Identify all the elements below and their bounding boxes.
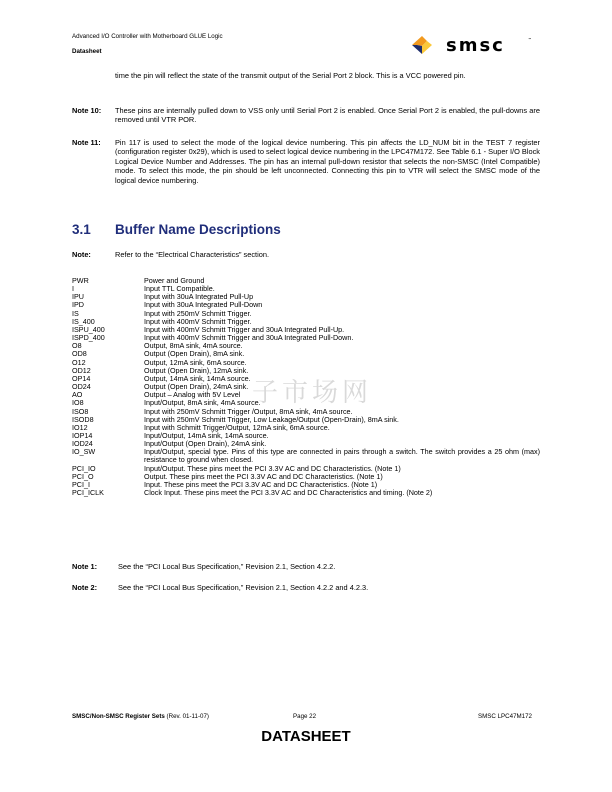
buffer-code: ISOD8 [72,414,94,424]
buffer-description: Input. These pins meet the PCI 3.3V AC and DC Characteristics. (Note 1) [144,479,378,489]
buffer-description: Input with 250mV Schmitt Trigger, Low Leakage/Output (Open-Drain), 8mA sink. [144,414,399,424]
footer-doc-name: SMSC/Non-SMSC Register Sets [72,713,165,720]
note-11 [72,138,540,185]
buffer-description: Output, 8mA sink, 4mA source. [144,341,243,351]
footnote-2 [72,583,540,592]
buffer-description: Output (Open Drain), 8mA sink. [144,349,245,359]
trademark-icon: ™ [528,37,532,42]
buffer-description: Input with 30uA Integrated Pull-Up [144,292,254,302]
buffer-code: IOP14 [72,430,93,440]
buffer-code: ISO8 [72,406,89,416]
footer-revision: (Rev. 01-11-07) [164,713,209,720]
buffer-description: Input/Output (Open Drain), 24mA sink. [144,439,267,449]
note-text: Pin 117 is used to select the mode of the logical device numbering. This pin affects the LD_NUM bit in the TEST 7 register (configuration register 0x29), which is used to select logical device numbering in the LPC47M172. See Table 6.1 - Super I/O Block Logical Device Number and Addresses. The pin has an internal pull-down resistor that selects the non-SMSC (Intel Compatible) mode. To select this mode, the pin should be left unconnected. Connecting this pin to VTR will select the SMSC mode of the logical device numbering. [115,138,540,185]
buffer-row [72,432,540,440]
section-note [72,250,540,259]
buffer-code: I [72,284,74,294]
buffer-description: Output. These pins meet the PCI 3.3V AC and DC Characteristics. (Note 1) [144,471,383,481]
footer-product: SMSC LPC47M172 [478,713,532,720]
buffer-code: IPD [72,300,84,310]
footnote-1 [72,562,540,571]
document-title: Advanced I/O Controller with Motherboard GLUE Logic [72,33,223,40]
note-text: Refer to the “Electrical Characteristics” section. [115,250,270,259]
buffer-code: AO [72,390,83,400]
buffer-code: OD24 [72,382,91,392]
buffer-description: Clock Input. These pins meet the PCI 3.3V AC and DC Characteristics and timing. (Note 2) [144,488,433,498]
buffer-code: PCI_ICLK [72,488,104,498]
buffer-row [72,489,540,497]
buffer-description: Input/Output, special type. Pins of this type are connected in pairs through a switch. The switch provides a 25 ohm (max) resistance to ground when closed. [144,447,540,465]
buffer-code: PCI_IO [72,463,96,473]
note-label: Note: [72,250,91,259]
buffer-code: O12 [72,357,86,367]
buffer-code: PWR [72,276,89,285]
buffer-code: IO_SW [72,447,96,457]
buffer-code: IS_400 [72,316,95,326]
buffer-code: ISPU_400 [72,324,105,334]
buffer-row [72,424,540,432]
buffer-description: Output (Open Drain), 12mA sink. [144,365,249,375]
buffer-code: OD8 [72,349,87,359]
buffer-code: PCI_O [72,471,94,481]
buffer-description: Power and Ground [144,276,205,285]
note-text: These pins are internally pulled down to VSS only until Serial Port 2 is enabled. Once Serial Port 2 is enabled, the pull-downs are removed until VTR POR. [115,106,540,125]
footnote-text: See the “PCI Local Bus Specification,” Revision 2.1, Section 4.2.2 and 4.2.3. [118,583,369,592]
section-number: 3.1 [72,222,91,237]
buffer-row [72,285,540,293]
continuation-paragraph: time the pin will reflect the state of the transmit output of the Serial Port 2 block. This is a VCC powered pin. [115,71,466,80]
buffer-code: OP14 [72,373,91,383]
buffer-description: Input/Output, 8mA sink, 4mA source. [144,398,261,408]
buffer-code: OD12 [72,365,91,375]
smsc-logo-mark-icon [412,36,432,54]
buffer-description: Input/Output. These pins meet the PCI 3.3V AC and DC Characteristics. (Note 1) [144,463,401,473]
page-header [72,33,223,56]
buffer-description: Input with 250mV Schmitt Trigger /Output, 8mA sink, 4mA source. [144,406,353,416]
note-label: Note 11: [72,138,101,147]
buffer-description: Output (Open Drain), 24mA sink. [144,382,249,392]
buffer-code: IPU [72,292,84,302]
buffer-code: IO8 [72,398,84,408]
document-subtitle: Datasheet [72,48,102,55]
buffer-row [72,334,540,342]
buffer-description: Output – Analog with 5V Level [144,390,241,400]
section-title: Buffer Name Descriptions [115,222,281,237]
buffer-code: IS [72,308,79,318]
buffer-row [72,293,540,301]
buffer-code: ISPD_400 [72,333,105,343]
buffer-row [72,350,540,358]
buffer-row [72,342,540,350]
buffer-code: IOD24 [72,439,93,449]
buffer-code: O8 [72,341,82,351]
smsc-logo-text: smsc [446,35,505,56]
buffer-description: Input TTL Compatible. [144,284,215,294]
smsc-logo [410,34,540,56]
buffer-row [72,359,540,367]
buffer-description: Input with 400mV Schmitt Trigger. [144,316,252,326]
footnote-label: Note 2: [72,583,98,592]
buffer-description: Output, 14mA sink, 14mA source. [144,373,251,383]
buffer-description: Output, 12mA sink, 6mA source. [144,357,247,367]
section-heading [72,222,281,237]
buffer-row [72,448,540,464]
buffer-row [72,277,540,285]
footnote-text: See the “PCI Local Bus Specification,” Revision 2.1, Section 4.2.2. [118,562,336,571]
footer-left [72,713,209,720]
buffer-description: Input with 400mV Schmitt Trigger and 30uA Integrated Pull-Down. [144,333,354,343]
buffer-description: Input with 250mV Schmitt Trigger. [144,308,252,318]
buffer-description: Input with 400mV Schmitt Trigger and 30uA Integrated Pull-Up. [144,324,345,334]
buffer-description: Input with 30uA Integrated Pull-Down [144,300,263,310]
datasheet-label: DATASHEET [261,728,351,745]
buffer-code: IO12 [72,422,88,432]
note-label: Note 10: [72,106,102,115]
footer-page-number: Page 22 [293,713,317,720]
buffer-description: Input/Output, 14mA sink, 14mA source. [144,430,269,440]
buffer-code: PCI_I [72,479,90,489]
footnote-label: Note 1: [72,562,98,571]
buffer-row [72,310,540,318]
buffer-row [72,301,540,309]
buffer-description: Input with Schmitt Trigger/Output, 12mA sink, 6mA source. [144,422,330,432]
watermark: 子市场网 [252,378,373,408]
note-10 [72,106,540,125]
